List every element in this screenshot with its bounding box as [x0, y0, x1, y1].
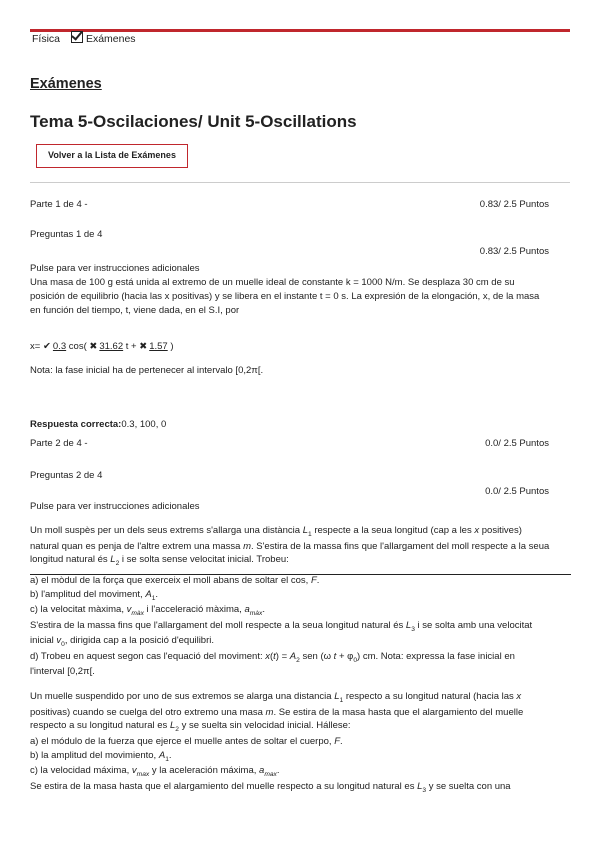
part-score: 0.0/ 2.5 Puntos: [485, 438, 549, 449]
answer-field-2[interactable]: ✖ 31.62: [89, 341, 124, 352]
instructions-catalan: Un moll suspès per un dels seus extrems s'allarga una distància $L_1$ respecte a la seua longitud (cap a les x positives) natural quan es penja de l'altre extrem una massa m. S'estira de la massa fins que l'allargament del moll respecte a la seua longitud natural és $L_2$ i se solta sense velocitat inicial. Trobeu:: [30, 525, 550, 568]
divider: [30, 182, 570, 183]
question-label: Preguntas 1 de 4: [30, 229, 103, 240]
question-score-row: [30, 245, 549, 259]
cross-icon: ✖: [89, 341, 98, 352]
check-icon: ✔: [42, 341, 51, 352]
instructions-link[interactable]: Pulse para ver instrucciones adicionales: [30, 263, 200, 274]
cross-icon: ✖: [139, 341, 148, 352]
question-score-row: [30, 485, 549, 499]
part-score: 0.83/ 2.5 Puntos: [479, 199, 549, 210]
question-text: Una masa de 100 g está unida al extremo de un muelle ideal de constante k = 1000 N/m. Se desplaza 30 cm de su posición de equilibrio (hacia las x positivas) y se libera en el instante t = 0 s. La expresión de la elongación, x, de la masa en función del tiempo, t, viene dada, en el S.I, por: [30, 277, 540, 316]
breadcrumb: [32, 31, 152, 47]
question-score: 0.83/ 2.5 Puntos: [479, 246, 549, 257]
exam-title: Tema 5-Oscilaciones/ Unit 5-Oscillations: [30, 112, 357, 131]
correct-answer: Respuesta correcta:0.3, 100, 0: [30, 419, 167, 430]
instructions-link[interactable]: Pulse para ver instrucciones adicionales: [30, 501, 200, 512]
part1-header: [30, 198, 549, 212]
question-score: 0.0/ 2.5 Puntos: [485, 486, 549, 497]
items-catalan: a) el mòdul de la força que exerceix el moll abans de soltar el cos, F. b) l'amplitud del moviment, $A_1$. c) la velocitat màxima, $v_{màx}$ i l'acceleració màxima, $a_{màx}$. S'estira de la massa fins que l'allargament del moll respecte a la seua longitud natural és $L_3$ i se solta amb una velocitat inicial $v_0$, dirigida cap a la posició d'equilibri. d) Trobeu en aquest segon cas l'equació del moviment: $x(t) = A_2$ sen (ω $t + \varphi_0$) cm. Nota: expressa la fase inicial en l'interval [0,2π[.: [30, 575, 533, 678]
section-title: Exámenes: [30, 76, 102, 92]
breadcrumb-exams[interactable]: Exámenes: [71, 33, 144, 45]
checkbox-icon: [71, 31, 83, 43]
back-to-exams-button[interactable]: Volver a la Lista de Exámenes: [36, 144, 188, 168]
formula-line: x= ✔ 0.3 cos( ✖ 31.62 t + ✖ 1.57 ): [30, 341, 174, 352]
part-label: Parte 2 de 4 -: [30, 438, 88, 449]
question-label: Preguntas 2 de 4: [30, 470, 103, 481]
part2-header: [30, 437, 549, 451]
answer-field-1[interactable]: ✔ 0.3: [42, 341, 67, 352]
answer-field-3[interactable]: ✖ 1.57: [139, 341, 168, 352]
breadcrumb-course[interactable]: Física: [32, 33, 61, 45]
part-label: Parte 1 de 4 -: [30, 199, 88, 210]
instructions-spanish: Un muelle suspendido por uno de sus extremos se alarga una distancia $L_1$ respecto a su longitud natural (hacia las x positivas) cuando se cuelga del otro extremo una masa m. Se estira de la masa hasta que el alargamiento del muelle respecto a su longitud natural es $L_2$ y se suelta sin velocidad inicial. Hállese: a) el módulo de la fuerza que ejerce el muelle antes de soltar el cuerpo, F. b) la amplitud del movimiento, $A_1$. c) la velocidad máxima, $v_{max}$ y la aceleración máxima, $a_{max}$. Se estira de la masa hasta que el alargamiento del muelle respecto a su longitud natural es $L_3$ y se suelta con una: [30, 691, 524, 794]
note-text: Nota: la fase inicial ha de pertenecer al intervalo [0,2π[.: [30, 365, 264, 376]
